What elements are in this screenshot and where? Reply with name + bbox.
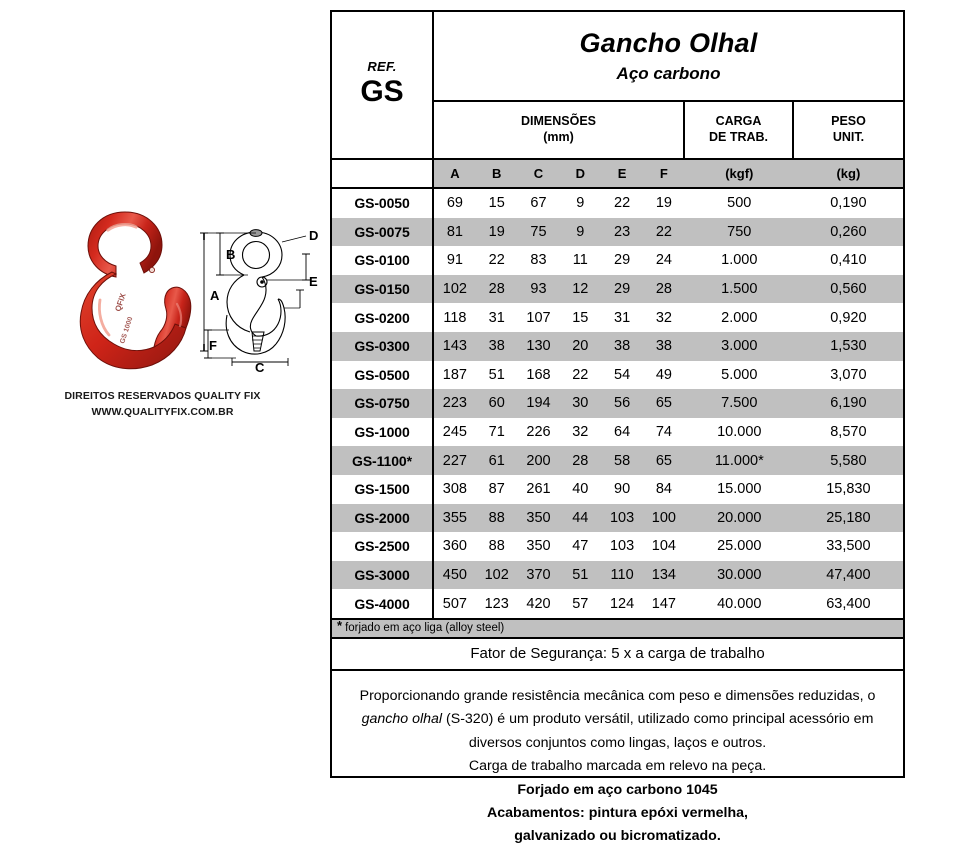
cell-ref: GS-2500 (332, 532, 434, 561)
cell-d: 9 (576, 223, 585, 240)
column-header-load: (kgf) (725, 166, 754, 181)
description-marking-line: Carga de trabalho marcada em relevo na peça. (468, 758, 767, 775)
cell-a: 245 (442, 424, 467, 441)
cell-b: 88 (488, 509, 505, 526)
cell-d: 30 (572, 395, 589, 412)
footnote-marker: * (337, 617, 343, 633)
safety-factor-text: Fator de Segurança: 5 x a carga de trabalho (470, 645, 765, 663)
safety-factor-row (332, 639, 903, 671)
cell-a: 143 (442, 338, 467, 355)
cell-d: 44 (572, 509, 589, 526)
table-row (332, 246, 903, 275)
table-row (332, 275, 903, 304)
table-row (332, 361, 903, 390)
column-group-headers (434, 102, 903, 158)
cell-ref: GS-1100* (332, 446, 434, 475)
column-header-e: E (617, 166, 627, 181)
cell-a: 450 (442, 567, 467, 584)
table-row (332, 189, 903, 218)
cell-d: 11 (572, 252, 588, 269)
cell-a: 223 (442, 395, 467, 412)
cell-d: 22 (572, 366, 589, 383)
cell-d: 12 (572, 281, 589, 298)
cell-f: 22 (655, 223, 672, 240)
cell-a: 360 (442, 538, 467, 555)
cell-d: 20 (572, 338, 589, 355)
description-paragraph (348, 685, 887, 755)
description-part2: (S-320) é um produto versátil, utilizado como principal acessório em diversos conjuntos como lingas, laços e outros. (442, 711, 874, 751)
cell-weight: 15,830 (826, 481, 871, 498)
reference-cell (332, 12, 434, 158)
cell-e: 124 (609, 595, 635, 612)
description-part1: Proporcionando grande resistência mecânica com peso e dimensões reduzidas, o (359, 687, 876, 704)
group-header-weight (794, 102, 903, 158)
table-row (332, 446, 903, 475)
cell-weight: 3,070 (830, 366, 867, 383)
cell-b: 31 (488, 309, 505, 326)
description-italic-term: gancho olhal (361, 711, 443, 728)
cell-b: 123 (484, 595, 509, 612)
cell-e: 22 (614, 195, 631, 212)
cell-e: 64 (614, 424, 631, 441)
cell-d: 57 (572, 595, 589, 612)
cell-b: 61 (488, 452, 505, 469)
cell-weight: 8,570 (830, 424, 867, 441)
red-eye-hook-photo (78, 208, 196, 384)
illustration-panel (0, 0, 325, 796)
cell-a: 81 (446, 223, 463, 240)
cell-e: 29 (614, 281, 631, 298)
cell-a: 69 (446, 195, 463, 212)
cell-load: 20.000 (717, 509, 762, 526)
footnote-row (332, 618, 903, 639)
column-header-c: C (533, 166, 544, 181)
cell-e: 29 (614, 252, 631, 269)
page-subtitle: Aço carbono (616, 64, 721, 83)
cell-c: 200 (526, 452, 551, 469)
group-header-dimensions (434, 102, 685, 158)
cell-load: 1.500 (721, 281, 758, 298)
cell-c: 350 (526, 538, 551, 555)
cell-ref: GS-0500 (332, 361, 434, 390)
cell-b: 15 (488, 195, 505, 212)
cell-a: 102 (442, 281, 467, 298)
footnote-text: forjado em aço liga (alloy steel) (345, 622, 505, 635)
group-weight-line2: UNIT. (832, 130, 865, 144)
cell-ref: GS-0050 (332, 189, 434, 218)
cell-a: 91 (446, 252, 463, 269)
group-weight-line1: PESO (831, 114, 866, 129)
eye-hook-dimension-drawing (196, 220, 328, 372)
unit-ref-spacer (332, 160, 434, 187)
column-header-f: F (659, 166, 668, 181)
table-row (332, 589, 903, 618)
cell-e: 103 (609, 538, 635, 555)
cell-load: 2.000 (721, 309, 758, 326)
column-unit-row (332, 160, 903, 189)
cell-f: 65 (655, 452, 672, 469)
cell-c: 261 (526, 481, 551, 498)
cell-c: 194 (526, 395, 551, 412)
sheet-header (332, 12, 903, 160)
cell-load: 25.000 (717, 538, 762, 555)
cell-a: 118 (443, 309, 467, 326)
cell-load: 500 (727, 195, 752, 212)
cell-c: 83 (530, 252, 547, 269)
cell-b: 60 (488, 395, 505, 412)
cell-weight: 0,560 (830, 281, 867, 298)
cell-ref: GS-4000 (332, 589, 434, 618)
cell-c: 75 (530, 223, 547, 240)
column-header-weight: (kg) (836, 166, 861, 181)
cell-c: 107 (526, 309, 551, 326)
table-row (332, 389, 903, 418)
cell-weight: 0,190 (830, 195, 867, 212)
cell-c: 226 (526, 424, 551, 441)
dimension-label-a: A (210, 288, 220, 303)
title-zone (434, 12, 903, 102)
cell-ref: GS-0075 (332, 218, 434, 247)
cell-ref: GS-1500 (332, 475, 434, 504)
svg-text:QFIX: QFIX (113, 292, 128, 313)
cell-load: 1.000 (721, 252, 758, 269)
cell-b: 38 (488, 338, 505, 355)
column-header-a: A (450, 166, 460, 181)
page-title: Gancho Olhal (579, 28, 758, 58)
column-header-d: D (575, 166, 585, 181)
header-right (434, 12, 903, 158)
cell-e: 56 (614, 395, 631, 412)
table-row (332, 218, 903, 247)
cell-c: 93 (530, 281, 547, 298)
specification-sheet (330, 10, 905, 845)
cell-load: 40.000 (717, 595, 762, 612)
cell-ref: GS-2000 (332, 504, 434, 533)
cell-b: 88 (488, 538, 505, 555)
cell-d: 28 (572, 452, 589, 469)
description-block (332, 671, 903, 859)
cell-f: 49 (655, 366, 672, 383)
cell-c: 168 (526, 366, 551, 383)
cell-b: 22 (488, 252, 505, 269)
cell-a: 355 (442, 509, 467, 526)
group-dimensions-label: DIMENSÕES (520, 114, 596, 129)
dimension-label-f: F (209, 338, 217, 353)
cell-weight: 0,260 (830, 223, 867, 240)
cell-a: 507 (442, 595, 467, 612)
cell-load: 750 (727, 223, 752, 240)
cell-f: 38 (655, 338, 672, 355)
ref-code: GS (360, 74, 404, 108)
cell-load: 30.000 (717, 567, 762, 584)
cell-c: 130 (526, 338, 551, 355)
cell-c: 370 (526, 567, 551, 584)
group-header-load (685, 102, 794, 158)
cell-a: 227 (442, 452, 467, 469)
cell-e: 110 (610, 567, 634, 584)
cell-f: 100 (651, 509, 676, 526)
cell-a: 308 (442, 481, 467, 498)
cell-e: 103 (609, 509, 635, 526)
cell-d: 40 (572, 481, 589, 498)
cell-b: 19 (488, 223, 505, 240)
group-load-line2: DE TRAB. (708, 130, 769, 144)
cell-load: 7.500 (721, 395, 758, 412)
table-row (332, 303, 903, 332)
copyright-line-1: DIREITOS RESERVADOS QUALITY FIX (64, 390, 261, 402)
cell-b: 51 (488, 366, 505, 383)
cell-ref: GS-0150 (332, 275, 434, 304)
description-bold-line-2: Acabamentos: pintura epóxi vermelha, (487, 805, 748, 822)
cell-e: 23 (614, 223, 631, 240)
table-row (332, 561, 903, 590)
cell-load: 15.000 (717, 481, 762, 498)
cell-weight: 1,530 (830, 338, 867, 355)
cell-c: 420 (526, 595, 551, 612)
cell-weight: 6,190 (830, 395, 867, 412)
cell-b: 71 (488, 424, 505, 441)
cell-d: 47 (572, 538, 589, 555)
cell-ref: GS-0300 (332, 332, 434, 361)
copyright-block (0, 388, 325, 421)
table-body (332, 189, 903, 618)
cell-f: 84 (655, 481, 672, 498)
copyright-line-2: WWW.QUALITYFIX.COM.BR (91, 406, 234, 419)
dimension-label-d: D (309, 228, 319, 243)
group-load-line1: CARGA (715, 114, 762, 129)
cell-d: 51 (572, 567, 589, 584)
table-row (332, 418, 903, 447)
dimension-label-b: B (226, 247, 236, 262)
cell-ref: GS-0200 (332, 303, 434, 332)
cell-ref: GS-3000 (332, 561, 434, 590)
cell-weight: 33,500 (826, 538, 871, 555)
cell-d: 9 (576, 195, 585, 212)
cell-load: 10.000 (717, 424, 762, 441)
cell-c: 350 (526, 509, 551, 526)
cell-e: 58 (614, 452, 631, 469)
table-row (332, 332, 903, 361)
cell-weight: 5,580 (830, 452, 867, 469)
cell-d: 15 (572, 309, 589, 326)
cell-e: 54 (614, 366, 631, 383)
cell-load: 11.000* (714, 452, 764, 469)
cell-e: 90 (614, 481, 631, 498)
svg-text:GS 1000: GS 1000 (119, 316, 135, 345)
cell-d: 32 (572, 424, 589, 441)
cell-f: 32 (655, 309, 672, 326)
dimension-label-c: C (255, 360, 265, 372)
cell-f: 28 (655, 281, 672, 298)
cell-load: 3.000 (721, 338, 758, 355)
cell-weight: 63,400 (826, 595, 871, 612)
cell-ref: GS-1000 (332, 418, 434, 447)
description-bold-line-3: galvanizado ou bicromatizado. (514, 828, 721, 845)
cell-b: 28 (488, 281, 505, 298)
cell-b: 87 (488, 481, 505, 498)
ref-label: REF. (367, 58, 397, 74)
cell-b: 102 (484, 567, 509, 584)
cell-f: 74 (655, 424, 672, 441)
cell-ref: GS-0750 (332, 389, 434, 418)
group-dimensions-unit: (mm) (543, 130, 574, 144)
cell-ref: GS-0100 (332, 246, 434, 275)
dimension-label-e: E (309, 274, 318, 289)
table-row (332, 532, 903, 561)
column-header-b: B (492, 166, 502, 181)
cell-f: 24 (655, 252, 672, 269)
cell-f: 104 (651, 538, 676, 555)
cell-a: 187 (442, 366, 467, 383)
cell-f: 134 (651, 567, 676, 584)
cell-weight: 47,400 (826, 567, 871, 584)
cell-weight: 0,920 (830, 309, 867, 326)
cell-weight: 0,410 (830, 252, 867, 269)
cell-f: 147 (651, 595, 676, 612)
description-bold-line-1: Forjado em aço carbono 1045 (517, 781, 718, 798)
table-row (332, 504, 903, 533)
cell-f: 65 (655, 395, 672, 412)
cell-e: 31 (614, 309, 631, 326)
cell-e: 38 (614, 338, 631, 355)
cell-f: 19 (655, 195, 672, 212)
cell-c: 67 (530, 195, 547, 212)
table-row (332, 475, 903, 504)
cell-weight: 25,180 (826, 509, 871, 526)
product-figure (78, 208, 328, 388)
cell-load: 5.000 (721, 366, 758, 383)
